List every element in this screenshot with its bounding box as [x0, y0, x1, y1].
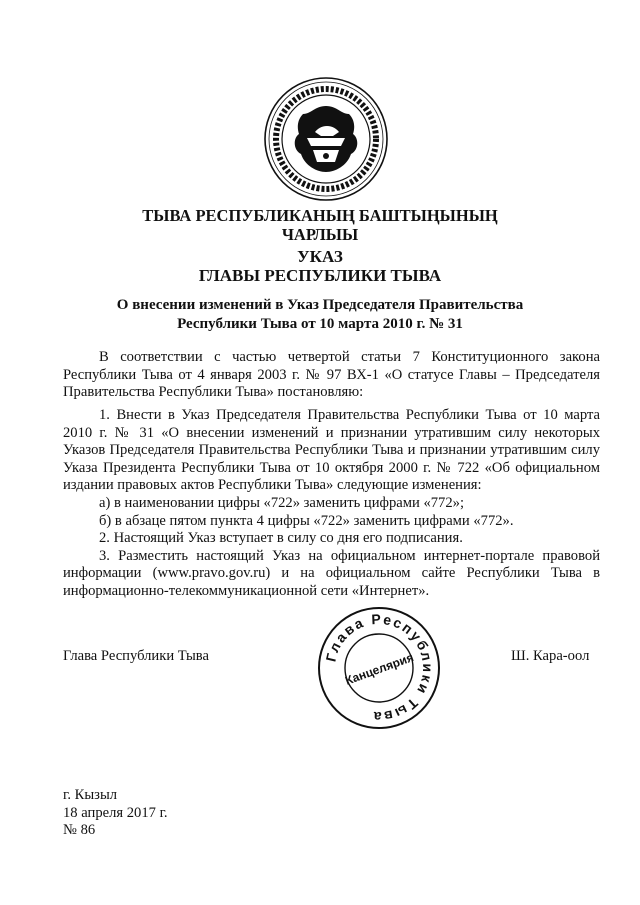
item-paragraph-a: а) в наименовании цифры «722» заменить цифрами «772»;: [99, 494, 464, 511]
stamp-center-text: Канцелярия: [343, 650, 416, 688]
decree-subject: [0, 296, 640, 334]
subject-line-2: Республики Тыва от 10 марта 2010 г. № 31: [177, 316, 463, 332]
preamble-block: [63, 349, 600, 402]
item-paragraph-1: 1. Внести в Указ Председателя Правительства Республики Тыва от 10 марта 2010 г. № 31 «О внесении изменений и признании утратившим силу некоторых Указов Председателя Правительства Республики Тыва и признании утратившим силу Указа Президента Республики Тыва от 10 октября 2000 г. № 722 «Об официальном издании правовых актов Республики Тыва» следующие изменения:: [63, 407, 600, 494]
decree-title: [0, 247, 640, 285]
item-paragraph-b: б) в абзаце пятом пункта 4 цифры «722» заменить цифрами «772».: [99, 512, 514, 529]
stamp-ring-text: Глава Республики Тыва: [322, 610, 437, 726]
item-paragraph-2: 2. Настоящий Указ вступает в силу со дня его подписания.: [99, 530, 463, 547]
office-stamp: [316, 605, 442, 731]
subject-line-1: О внесении изменений в Указ Председателя Правительства: [116, 297, 524, 313]
decree-authority: ГЛАВЫ РЕСПУБЛИКИ ТЫВА: [198, 266, 442, 285]
coat-of-arms-emblem: [263, 76, 389, 202]
signature-name: Ш. Кара-оол: [511, 648, 590, 664]
item-paragraph-3: 3. Разместить настоящий Указ на официальном интернет-портале правовой информации (www.pravo.gov.ru) и на официальном сайте Республики Тыва в информационно-телекоммуникационной сети «Интернет».: [63, 547, 600, 599]
footer-number: № 86: [63, 822, 96, 839]
decree-items: [63, 407, 600, 601]
footer-date: 18 апреля 2017 г.: [63, 804, 168, 821]
header-republic-title: [0, 206, 640, 244]
signature-position: Глава Республики Тыва: [63, 648, 209, 664]
decree-label: УКАЗ: [297, 247, 343, 266]
document-footer: [63, 787, 168, 840]
header-line-2: ЧАРЛЫЫ: [281, 225, 359, 244]
header-line-1: ТЫВА РЕСПУБЛИКАНЫҢ БАШТЫҢЫНЫҢ: [142, 206, 498, 225]
preamble-paragraph: В соответствии с частью четвертой статьи 7 Конституционного закона Республики Тыва от 4 января 2003 г. № 97 ВХ-1 «О статусе Главы – Председателя Правительства Республики Тыва» постановляю:: [63, 349, 600, 401]
footer-city: г. Кызыл: [63, 787, 118, 803]
